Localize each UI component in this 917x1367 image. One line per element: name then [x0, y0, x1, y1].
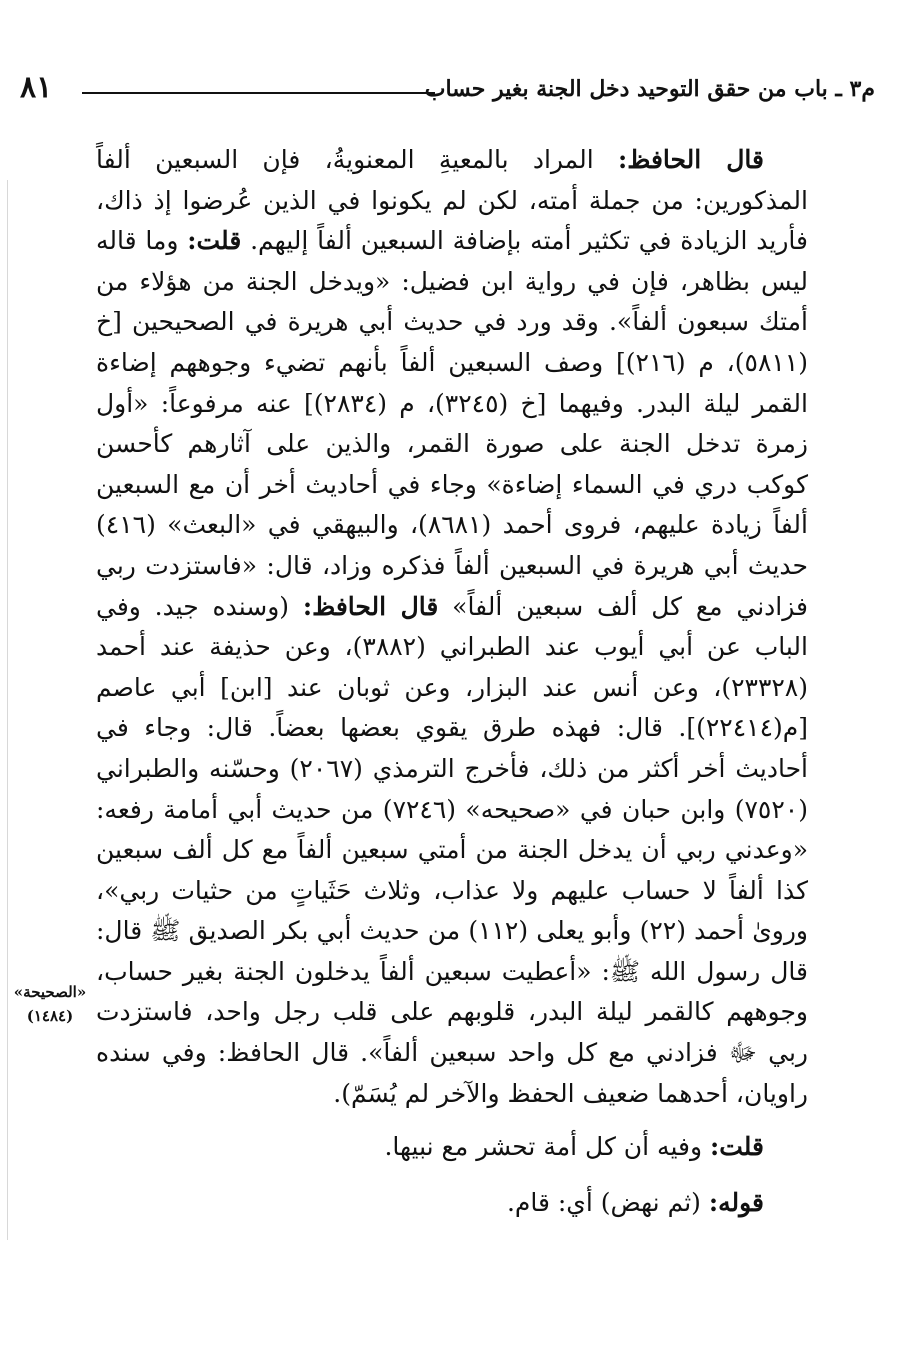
margin-reference-number: (١٤٨٤) [26, 1007, 74, 1025]
main-paragraph [96, 140, 808, 1114]
paragraph-text: وما قاله ليس بظاهر، فإن في رواية ابن فضيل: «ويدخل الجنة من هؤلاء من أمتك سبعون ألفاً». وقد ورد في حديث أبي هريرة في الصحيحين [خ (٥٨١١)، م (٢١٦)] وصف السبعين ألفاً بأنهم تضيء وجوههم إضاءة القمر ليلة البدر. وفيهما [خ (٣٢٤٥)، م (٢٨٣٤)] عنه مرفوعاً: «أول زمرة تدخل الجنة على صورة القمر، والذين على آثارهم كأحسن كوكب دري في السماء إضاءة» وجاء في أحاديث أخر أن مع السبعين ألفاً زيادة عليهم، فروى أحمد (٨٦٨١)، والبيهقي في «البعث» (٤١٦) حديث أبي هريرة في السبعين ألفاً فذكره وزاد، قال: «فاستزدت ربي فزادني مع كل ألف سبعين ألفاً» [96, 226, 808, 621]
note-paragraph [96, 1124, 764, 1170]
speaker-label: قلت: [187, 226, 242, 256]
speaker-label: قلت: [709, 1132, 764, 1162]
header-rule [82, 92, 435, 94]
page-number: ٨١ [20, 70, 53, 105]
page-header [20, 68, 875, 116]
margin-reference [8, 980, 92, 1028]
speaker-label: قوله: [708, 1188, 764, 1218]
paragraph-text: وفيه أن كل أمة تحشر مع نبيها. [384, 1132, 710, 1162]
quote-paragraph [96, 1180, 764, 1226]
margin-reference-title: «الصحيحة» [13, 983, 87, 1001]
speaker-label: قال الحافظ: [302, 591, 439, 621]
main-text [96, 140, 808, 1226]
paragraph-text: (ثم نهض) أي: قام. [506, 1188, 709, 1218]
paragraph-text: (وسنده جيد. وفي الباب عن أبي أيوب عند الطبراني (٣٨٨٢)، وعن حذيفة عند أحمد (٢٣٣٢٨)، وعن أنس عند البزار، وعن ثوبان عند [ابن] أبي عاصم [م(٢٢٤١٤)]. قال: فهذه طرق يقوي بعضها بعضاً. قال: وجاء في أحاديث أخر أكثر من ذلك، فأخرج الترمذي (٢٠٦٧) وحسّنه والطبراني (٧٥٢٠) وابن حبان في «صحيحه» (٧٢٤٦) من حديث أبي أمامة رفعه: «وعدني ربي أن يدخل الجنة من أمتي سبعين ألفاً مع كل ألف سبعين كذا ألفاً لا حساب عليهم ولا عذاب، وثلاث حَثَياتٍ من حثيات ربي»، وروىٰ أحمد (٢٢) وأبو يعلى (١١٢) من حديث أبي بكر الصديق ﷺ قال: قال رسول الله ﷺ: «أعطيت سبعين ألفاً يدخلون الجنة بغير حساب، وجوههم كالقمر ليلة البدر، قلوبهم على قلب رجل واحد، فاستزدت ربي ﷻ فزادني مع كل واحد سبعين ألفاً». قال الحافظ: وفي سنده راويان، أحدهما ضعيف الحفظ والآخر لم يُسَمّ). [96, 591, 808, 1108]
paragraph-text: المراد بالمعيةِ المعنويةُ، فإن السبعين ألفاً المذكورين: من جملة أمته، لكن لم يكونوا في الذين عُرضوا إذ ذاك، فأريد الزيادة في تكثير أمته بإضافة السبعين ألفاً إليهم. [96, 145, 808, 256]
chapter-title: م٣ ـ باب من حقق التوحيد دخل الجنة بغير حساب [424, 76, 875, 102]
scan-edge-line [7, 180, 8, 1240]
speaker-label: قال الحافظ: [617, 145, 764, 174]
